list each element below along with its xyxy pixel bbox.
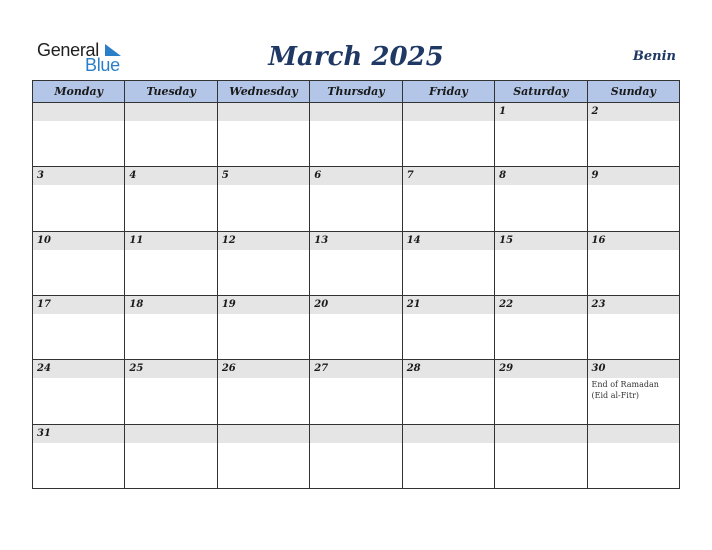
day-header-band xyxy=(218,360,309,378)
brand-word-general: General xyxy=(37,40,99,60)
day-number: 16 xyxy=(591,234,606,246)
week-row xyxy=(33,295,680,359)
day-header-band xyxy=(125,360,216,378)
day-number: 22 xyxy=(499,298,514,310)
day-cell xyxy=(33,295,125,359)
day-cell xyxy=(217,295,309,359)
day-cell xyxy=(402,231,494,295)
day-cell xyxy=(33,103,125,167)
day-number: 1 xyxy=(499,106,507,117)
day-header-band xyxy=(588,167,679,185)
day-header-band xyxy=(218,103,309,121)
day-number: 7 xyxy=(406,170,414,182)
calendar-title: March 2025 xyxy=(268,42,444,72)
day-cell xyxy=(495,103,587,167)
day-number: 28 xyxy=(406,363,421,375)
day-cell xyxy=(217,231,309,295)
day-cell xyxy=(217,103,309,167)
day-header-band xyxy=(588,103,679,121)
day-header-band xyxy=(218,425,309,443)
day-header-band xyxy=(310,103,401,121)
day-number: 13 xyxy=(314,234,329,246)
day-header-band xyxy=(125,232,216,250)
day-number: 17 xyxy=(37,298,51,310)
day-header-band xyxy=(495,296,586,314)
day-number: 25 xyxy=(129,363,144,375)
weekday-header: Saturday xyxy=(495,81,587,103)
day-number: 6 xyxy=(314,170,322,182)
day-cell xyxy=(217,424,309,488)
day-cell xyxy=(310,231,402,295)
week-row xyxy=(33,103,680,167)
day-header-band xyxy=(310,296,401,314)
day-header-band xyxy=(125,167,216,185)
day-number: 20 xyxy=(314,298,329,310)
brand-word-blue: Blue xyxy=(85,55,120,75)
day-header-band xyxy=(403,103,494,121)
day-cell xyxy=(125,103,217,167)
day-number: 15 xyxy=(499,234,514,246)
day-cell xyxy=(217,360,309,424)
week-row xyxy=(33,424,680,488)
day-header-band xyxy=(33,360,124,378)
day-cell xyxy=(402,167,494,231)
day-header-band xyxy=(588,296,679,314)
weekday-header: Thursday xyxy=(310,81,402,103)
day-cell xyxy=(402,295,494,359)
day-header-band xyxy=(33,296,124,314)
day-header-band xyxy=(310,425,401,443)
day-cell xyxy=(495,360,587,424)
day-cell xyxy=(495,231,587,295)
day-number: 9 xyxy=(591,170,599,182)
day-cell xyxy=(587,360,679,424)
week-row xyxy=(33,167,680,231)
day-cell xyxy=(217,167,309,231)
day-number: 18 xyxy=(129,298,144,310)
day-number: 19 xyxy=(221,298,236,310)
day-number: 23 xyxy=(591,298,606,310)
day-header-band xyxy=(495,425,586,443)
day-number: 27 xyxy=(314,363,329,375)
day-header-band xyxy=(403,425,494,443)
weekday-header: Tuesday xyxy=(125,81,217,103)
day-cell xyxy=(587,103,679,167)
day-header-band xyxy=(33,167,124,185)
day-cell xyxy=(587,231,679,295)
day-header-band xyxy=(588,360,679,378)
day-cell xyxy=(310,295,402,359)
day-header-band xyxy=(125,425,216,443)
day-cell xyxy=(33,360,125,424)
day-header-band xyxy=(33,425,124,443)
day-header-band xyxy=(495,360,586,378)
day-number: 31 xyxy=(37,427,51,439)
holiday-label: End of Ramadan (Eid al-Fitr) xyxy=(591,380,659,401)
day-header-band xyxy=(33,103,124,121)
day-cell xyxy=(402,360,494,424)
weekday-header-row xyxy=(33,81,680,103)
day-number: 14 xyxy=(406,234,421,246)
day-cell xyxy=(402,103,494,167)
day-header-band xyxy=(403,360,494,378)
day-number: 5 xyxy=(221,170,229,182)
day-cell xyxy=(125,295,217,359)
day-header-band xyxy=(125,296,216,314)
weekday-header: Wednesday xyxy=(217,81,309,103)
week-row xyxy=(33,360,680,424)
day-header-band xyxy=(495,167,586,185)
day-cell xyxy=(125,231,217,295)
day-number: 30 xyxy=(591,363,606,375)
day-header-band xyxy=(125,103,216,121)
day-cell xyxy=(310,103,402,167)
day-number: 26 xyxy=(221,363,236,375)
weekday-header: Sunday xyxy=(587,81,679,103)
day-header-band xyxy=(310,360,401,378)
weekday-header: Friday xyxy=(402,81,494,103)
day-header-band xyxy=(310,167,401,185)
day-header-band xyxy=(588,425,679,443)
day-cell xyxy=(495,295,587,359)
day-header-band xyxy=(403,167,494,185)
day-header-band xyxy=(495,103,586,121)
day-cell xyxy=(587,167,679,231)
day-header-band xyxy=(218,232,309,250)
week-row xyxy=(33,231,680,295)
day-number: 8 xyxy=(499,170,507,182)
day-number: 3 xyxy=(37,170,44,182)
day-number: 2 xyxy=(591,106,599,117)
day-cell xyxy=(310,360,402,424)
day-cell xyxy=(495,167,587,231)
day-cell xyxy=(33,167,125,231)
day-cell xyxy=(33,231,125,295)
day-header-band xyxy=(33,232,124,250)
day-cell xyxy=(587,295,679,359)
month-calendar xyxy=(32,80,680,489)
day-number: 10 xyxy=(37,234,51,246)
day-number: 11 xyxy=(129,234,144,246)
day-cell xyxy=(310,424,402,488)
day-cell xyxy=(310,167,402,231)
day-cell xyxy=(587,424,679,488)
day-header-band xyxy=(495,232,586,250)
day-number: 4 xyxy=(129,170,137,182)
day-header-band xyxy=(310,232,401,250)
day-cell xyxy=(125,167,217,231)
day-cell xyxy=(402,424,494,488)
day-cell xyxy=(495,424,587,488)
day-cell xyxy=(125,424,217,488)
day-header-band xyxy=(588,232,679,250)
day-header-band xyxy=(218,167,309,185)
country-label: Benin xyxy=(632,49,676,64)
day-cell xyxy=(33,424,125,488)
weekday-header: Monday xyxy=(33,81,125,103)
day-number: 12 xyxy=(221,234,236,246)
day-header-band xyxy=(403,296,494,314)
day-header-band xyxy=(218,296,309,314)
calendar-body xyxy=(33,103,680,489)
day-header-band xyxy=(403,232,494,250)
day-number: 29 xyxy=(499,363,514,375)
day-number: 21 xyxy=(406,298,421,310)
day-cell xyxy=(125,360,217,424)
day-number: 24 xyxy=(37,363,51,375)
